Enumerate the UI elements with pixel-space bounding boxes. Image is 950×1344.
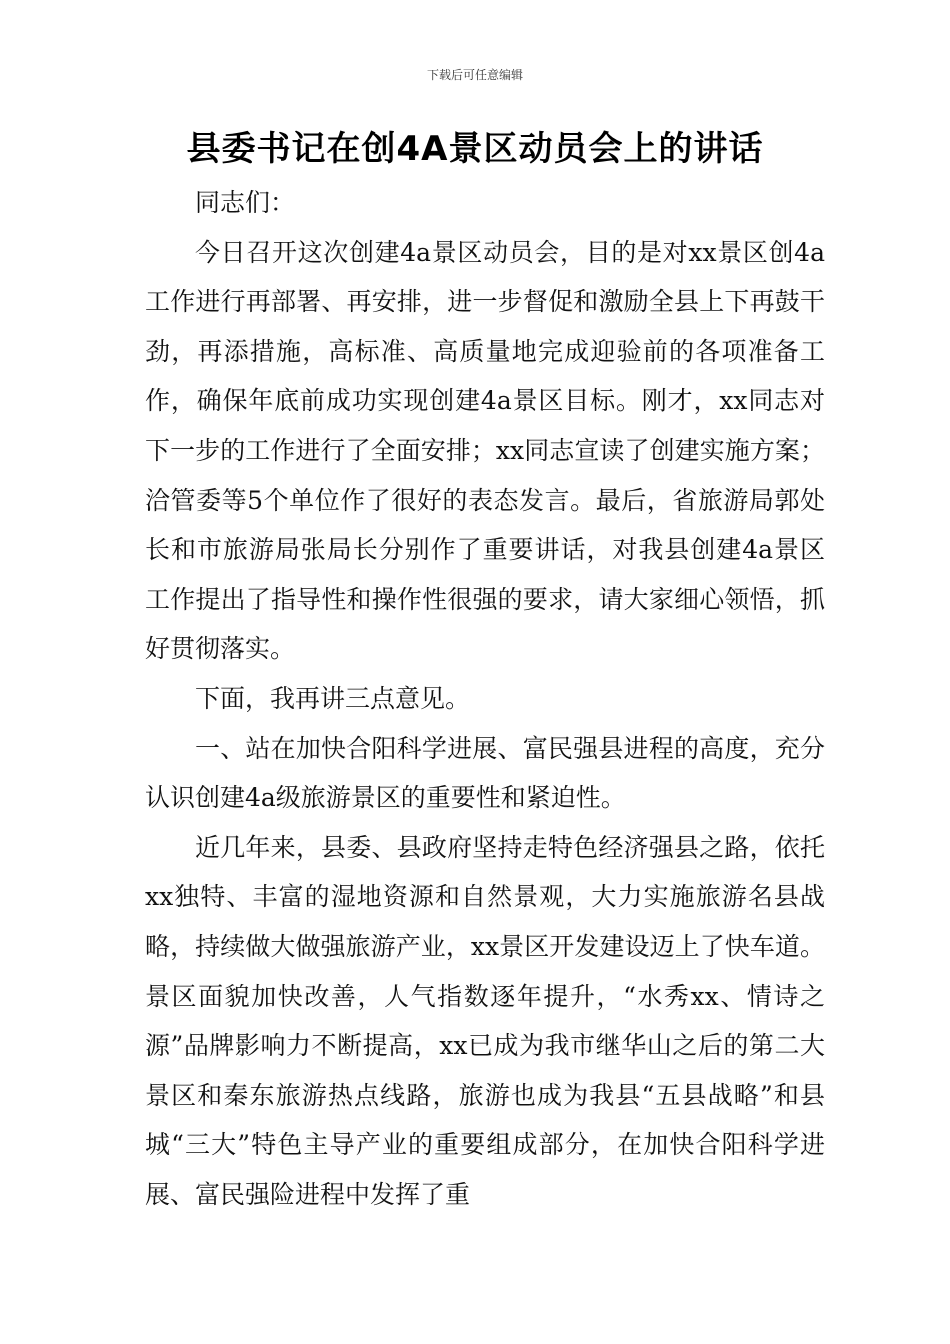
header-note: 下载后可任意编辑 — [426, 68, 523, 82]
paragraph-4: 近几年来，县委、县政府坚持走特色经济强县之路，依托xx独特、丰富的湿地资源和自然景观，大力实施旅游名县战略，持续做大做强旅游产业，xx景区开发建设迈上了快车道。景区面貌加快改善，人气指数逐年提升，“水秀xx、情诗之源”品牌影响力不断提高，xx已成为我市继华山之后的第二大景区和秦东旅游热点线路，旅游也成为我县“五县战略”和县城“三大”特色主导产业的重要组成部分，在加快合阳科学进展、富民强险进程中发挥了重 — [145, 832, 825, 1209]
document-body — [145, 178, 825, 1219]
paragraph-1: 今日召开这次创建4a景区动员会，目的是对xx景区创4a工作进行再部署、再安排，进一步督促和激励全县上下再鼓干劲，再添措施，高标准、高质量地完成迎验前的各项准备工作，确保年底前成功实现创建4a景区目标。刚才，xx同志对下一步的工作进行了全面安排；xx同志宣读了创建实施方案；洽管委等5个单位作了很好的表态发言。最后，省旅游局郭处长和市旅游局张局长分别作了重要讲话，对我县创建4a景区工作提出了指导性和操作性很强的要求，请大家细心领悟，抓好贯彻落实。 — [145, 237, 825, 664]
paragraph-3: 一、站在加快合阳科学进展、富民强县进程的高度，充分认识创建4a级旅游景区的重要性和紧迫性。 — [145, 733, 825, 813]
paragraph-2: 下面，我再讲三点意见。 — [195, 683, 471, 713]
document-title: 县委书记在创4A景区动员会上的讲话 — [186, 129, 764, 169]
salutation: 同志们： — [195, 188, 296, 217]
